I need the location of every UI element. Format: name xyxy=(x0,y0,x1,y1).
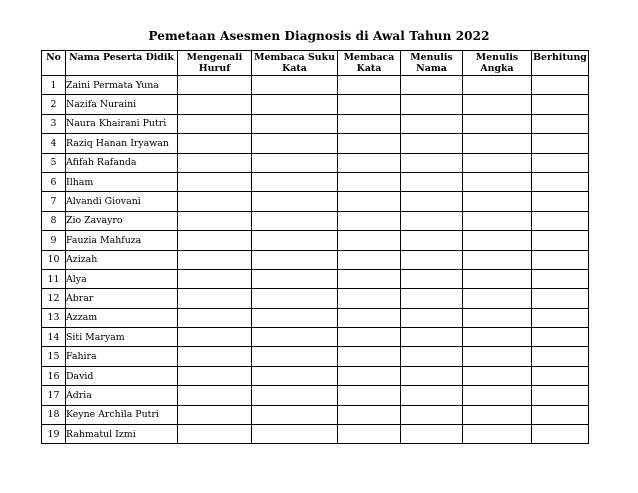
table-row xyxy=(42,328,589,347)
student-name: Nazifa Nuraini xyxy=(66,95,178,114)
table-body xyxy=(42,76,589,444)
table-row xyxy=(42,211,589,230)
student-name: Afifah Rafanda xyxy=(66,153,178,172)
membaca-kata-cell xyxy=(338,386,401,405)
menulis-nama-cell xyxy=(401,308,463,327)
row-number: 5 xyxy=(42,153,66,172)
membaca-kata-cell xyxy=(338,192,401,211)
row-number: 18 xyxy=(42,405,66,424)
membaca-kata-cell xyxy=(338,328,401,347)
header-menulis-nama-line2: Nama xyxy=(416,62,447,74)
membaca-suku-kata-cell xyxy=(252,405,338,424)
membaca-suku-kata-cell xyxy=(252,153,338,172)
header-mengenali-huruf-line1: Mengenali xyxy=(186,52,243,63)
membaca-suku-kata-cell xyxy=(252,328,338,347)
membaca-kata-cell xyxy=(338,172,401,191)
header-mengenali-huruf-line2: Huruf xyxy=(198,62,231,74)
header-no: No xyxy=(42,51,66,76)
table-row xyxy=(42,114,589,133)
berhitung-cell xyxy=(532,95,589,114)
menulis-angka-cell xyxy=(463,134,532,153)
menulis-angka-cell xyxy=(463,76,532,95)
menulis-nama-cell xyxy=(401,172,463,191)
menulis-angka-cell xyxy=(463,308,532,327)
membaca-kata-cell xyxy=(338,250,401,269)
student-name: Alvandi Giovani xyxy=(66,192,178,211)
menulis-nama-cell xyxy=(401,114,463,133)
membaca-suku-kata-cell xyxy=(252,76,338,95)
row-number: 9 xyxy=(42,231,66,250)
header-membaca-kata-line2: Kata xyxy=(356,62,382,74)
header-membaca-kata xyxy=(338,51,401,76)
header-menulis-nama xyxy=(401,51,463,76)
membaca-suku-kata-cell xyxy=(252,231,338,250)
menulis-angka-cell xyxy=(463,114,532,133)
berhitung-cell xyxy=(532,366,589,385)
row-number: 3 xyxy=(42,114,66,133)
berhitung-cell xyxy=(532,231,589,250)
student-name: Raziq Hanan Iryawan xyxy=(66,134,178,153)
berhitung-cell xyxy=(532,405,589,424)
header-row xyxy=(42,51,589,76)
row-number: 15 xyxy=(42,347,66,366)
berhitung-cell xyxy=(532,425,589,444)
membaca-kata-cell xyxy=(338,425,401,444)
student-name: Siti Maryam xyxy=(66,328,178,347)
mengenali-huruf-cell xyxy=(178,76,252,95)
membaca-suku-kata-cell xyxy=(252,211,338,230)
table-row xyxy=(42,95,589,114)
menulis-nama-cell xyxy=(401,366,463,385)
row-number: 4 xyxy=(42,134,66,153)
menulis-nama-cell xyxy=(401,425,463,444)
row-number: 10 xyxy=(42,250,66,269)
header-membaca-kata-line1: Membaca xyxy=(343,52,395,63)
mengenali-huruf-cell xyxy=(178,405,252,424)
menulis-nama-cell xyxy=(401,211,463,230)
table-row xyxy=(42,347,589,366)
header-membaca-suku-kata-line1: Membaca Suku xyxy=(254,52,335,63)
student-name: Fahira xyxy=(66,347,178,366)
menulis-angka-cell xyxy=(463,250,532,269)
menulis-nama-cell xyxy=(401,405,463,424)
membaca-suku-kata-cell xyxy=(252,192,338,211)
row-number: 1 xyxy=(42,76,66,95)
mengenali-huruf-cell xyxy=(178,192,252,211)
table-row xyxy=(42,250,589,269)
student-name: Alya xyxy=(66,269,178,288)
membaca-kata-cell xyxy=(338,231,401,250)
mengenali-huruf-cell xyxy=(178,347,252,366)
menulis-nama-cell xyxy=(401,231,463,250)
menulis-angka-cell xyxy=(463,405,532,424)
menulis-angka-cell xyxy=(463,347,532,366)
menulis-angka-cell xyxy=(463,328,532,347)
student-name: Abrar xyxy=(66,289,178,308)
membaca-suku-kata-cell xyxy=(252,308,338,327)
membaca-suku-kata-cell xyxy=(252,386,338,405)
header-mengenali-huruf xyxy=(178,51,252,76)
berhitung-cell xyxy=(532,153,589,172)
assessment-table xyxy=(41,50,589,444)
student-name: Zio Zavayro xyxy=(66,211,178,230)
row-number: 11 xyxy=(42,269,66,288)
membaca-suku-kata-cell xyxy=(252,95,338,114)
berhitung-cell xyxy=(532,114,589,133)
header-menulis-nama-line1: Menulis xyxy=(410,52,453,63)
membaca-kata-cell xyxy=(338,308,401,327)
menulis-angka-cell xyxy=(463,95,532,114)
membaca-suku-kata-cell xyxy=(252,289,338,308)
row-number: 17 xyxy=(42,386,66,405)
membaca-kata-cell xyxy=(338,76,401,95)
table-row xyxy=(42,366,589,385)
mengenali-huruf-cell xyxy=(178,95,252,114)
berhitung-cell xyxy=(532,386,589,405)
membaca-kata-cell xyxy=(338,366,401,385)
menulis-nama-cell xyxy=(401,269,463,288)
table-row xyxy=(42,172,589,191)
table-row xyxy=(42,76,589,95)
table-row xyxy=(42,386,589,405)
row-number: 8 xyxy=(42,211,66,230)
table-row xyxy=(42,425,589,444)
berhitung-cell xyxy=(532,328,589,347)
student-name: Adria xyxy=(66,386,178,405)
student-name: Fauzia Mahfuza xyxy=(66,231,178,250)
berhitung-cell xyxy=(532,211,589,230)
membaca-kata-cell xyxy=(338,289,401,308)
menulis-angka-cell xyxy=(463,386,532,405)
membaca-suku-kata-cell xyxy=(252,250,338,269)
table-row xyxy=(42,153,589,172)
row-number: 14 xyxy=(42,328,66,347)
membaca-kata-cell xyxy=(338,269,401,288)
row-number: 19 xyxy=(42,425,66,444)
table-row xyxy=(42,231,589,250)
student-name: Azzam xyxy=(66,308,178,327)
membaca-kata-cell xyxy=(338,153,401,172)
mengenali-huruf-cell xyxy=(178,114,252,133)
menulis-nama-cell xyxy=(401,153,463,172)
membaca-kata-cell xyxy=(338,95,401,114)
menulis-angka-cell xyxy=(463,211,532,230)
menulis-angka-cell xyxy=(463,153,532,172)
mengenali-huruf-cell xyxy=(178,211,252,230)
berhitung-cell xyxy=(532,172,589,191)
menulis-nama-cell xyxy=(401,289,463,308)
berhitung-cell xyxy=(532,250,589,269)
row-number: 16 xyxy=(42,366,66,385)
mengenali-huruf-cell xyxy=(178,269,252,288)
table-row xyxy=(42,289,589,308)
table-row xyxy=(42,269,589,288)
table-row xyxy=(42,192,589,211)
table-row xyxy=(42,308,589,327)
berhitung-cell xyxy=(532,289,589,308)
menulis-nama-cell xyxy=(401,76,463,95)
menulis-angka-cell xyxy=(463,366,532,385)
membaca-kata-cell xyxy=(338,114,401,133)
mengenali-huruf-cell xyxy=(178,172,252,191)
student-name: Zaini Permata Yuna xyxy=(66,76,178,95)
mengenali-huruf-cell xyxy=(178,153,252,172)
menulis-angka-cell xyxy=(463,289,532,308)
menulis-nama-cell xyxy=(401,347,463,366)
membaca-suku-kata-cell xyxy=(252,269,338,288)
menulis-nama-cell xyxy=(401,250,463,269)
menulis-angka-cell xyxy=(463,231,532,250)
mengenali-huruf-cell xyxy=(178,308,252,327)
row-number: 2 xyxy=(42,95,66,114)
menulis-nama-cell xyxy=(401,95,463,114)
header-menulis-angka-line2: Angka xyxy=(480,62,514,74)
row-number: 6 xyxy=(42,172,66,191)
header-menulis-angka-line1: Menulis xyxy=(475,52,519,63)
row-number: 13 xyxy=(42,308,66,327)
berhitung-cell xyxy=(532,347,589,366)
student-name: Rahmatul Izmi xyxy=(66,425,178,444)
membaca-suku-kata-cell xyxy=(252,347,338,366)
header-membaca-suku-kata xyxy=(252,51,338,76)
header-membaca-suku-kata-line2: Kata xyxy=(282,62,307,74)
header-berhitung: Berhitung xyxy=(532,51,589,76)
membaca-suku-kata-cell xyxy=(252,172,338,191)
mengenali-huruf-cell xyxy=(178,134,252,153)
student-name: Azizah xyxy=(66,250,178,269)
menulis-angka-cell xyxy=(463,192,532,211)
membaca-kata-cell xyxy=(338,347,401,366)
mengenali-huruf-cell xyxy=(178,250,252,269)
membaca-suku-kata-cell xyxy=(252,134,338,153)
header-student-name: Nama Peserta Didik xyxy=(66,51,178,76)
mengenali-huruf-cell xyxy=(178,366,252,385)
membaca-kata-cell xyxy=(338,134,401,153)
berhitung-cell xyxy=(532,192,589,211)
membaca-suku-kata-cell xyxy=(252,114,338,133)
row-number: 7 xyxy=(42,192,66,211)
mengenali-huruf-cell xyxy=(178,425,252,444)
berhitung-cell xyxy=(532,269,589,288)
mengenali-huruf-cell xyxy=(178,289,252,308)
student-name: David xyxy=(66,366,178,385)
menulis-angka-cell xyxy=(463,269,532,288)
student-name: Naura Khairani Putri xyxy=(66,114,178,133)
membaca-suku-kata-cell xyxy=(252,366,338,385)
student-name: Keyne Archila Putri xyxy=(66,405,178,424)
document-title: Pemetaan Asesmen Diagnosis di Awal Tahun 2022 xyxy=(148,29,490,43)
membaca-kata-cell xyxy=(338,211,401,230)
membaca-suku-kata-cell xyxy=(252,425,338,444)
membaca-kata-cell xyxy=(338,405,401,424)
menulis-angka-cell xyxy=(463,425,532,444)
menulis-angka-cell xyxy=(463,172,532,191)
menulis-nama-cell xyxy=(401,192,463,211)
mengenali-huruf-cell xyxy=(178,386,252,405)
student-name: Ilham xyxy=(66,172,178,191)
row-number: 12 xyxy=(42,289,66,308)
menulis-nama-cell xyxy=(401,328,463,347)
berhitung-cell xyxy=(532,76,589,95)
berhitung-cell xyxy=(532,134,589,153)
mengenali-huruf-cell xyxy=(178,328,252,347)
mengenali-huruf-cell xyxy=(178,231,252,250)
menulis-nama-cell xyxy=(401,386,463,405)
menulis-nama-cell xyxy=(401,134,463,153)
table-row xyxy=(42,405,589,424)
table-row xyxy=(42,134,589,153)
header-menulis-angka xyxy=(463,51,532,76)
berhitung-cell xyxy=(532,308,589,327)
